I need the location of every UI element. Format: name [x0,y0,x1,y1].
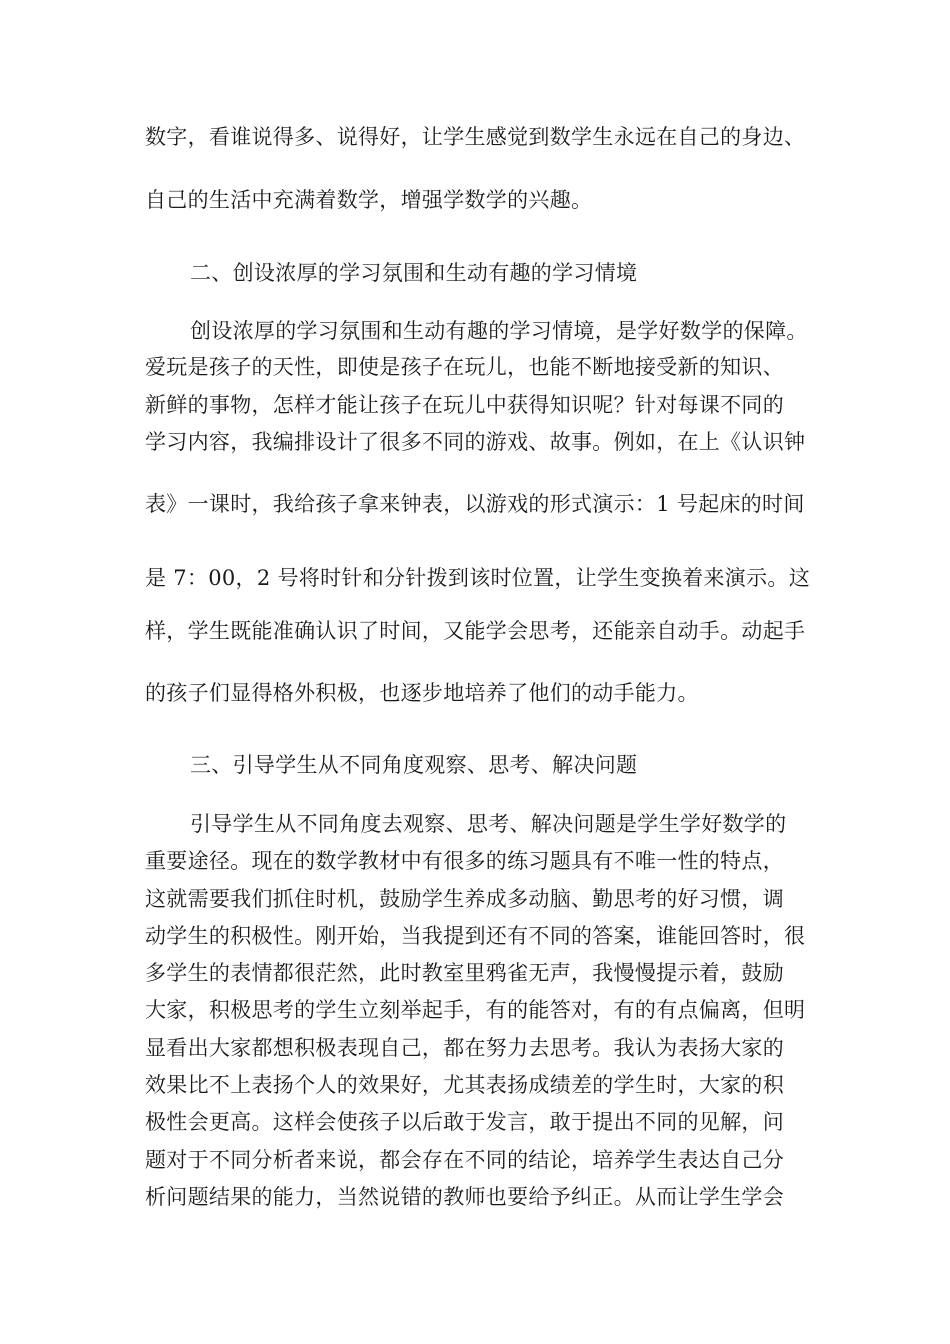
text-line: 多学生的表情都很茫然，此时教室里鸦雀无声，我慢慢提示着，鼓励 [145,961,784,985]
text-line: 这就需要我们抓住时机，鼓励学生养成多动脑、勤思考的好习惯，调 [145,887,784,911]
text-line: 显看出大家都想积极表现自己，都在努力去思考。我认为表扬大家的 [145,1036,784,1060]
text-line: 动学生的积极性。刚开始，当我提到还有不同的答案，谁能回答时，很 [145,924,806,948]
text-line: 新鲜的事物，怎样才能让孩子在玩儿中获得知识呢？针对每课不同的 [145,393,784,417]
text-line: 数字，看谁说得多、说得好，让学生感觉到数学生永远在自己的身边、 [145,125,806,149]
text-line: 析问题结果的能力，当然说错的教师也要给予纠正。从而让学生学会 [145,1185,784,1209]
text-line: 极性会更高。这样会使孩子以后敢于发言，敢于提出不同的见解，问 [145,1110,784,1134]
text-line: 学习内容，我编排设计了很多不同的游戏、故事。例如，在上《认识钟 [145,430,806,454]
text-line: 创设浓厚的学习氛围和生动有趣的学习情境，是学好数学的保障。 [190,319,808,343]
text-line: 表》一课时，我给孩子拿来钟表，以游戏的形式演示：1 号起床的时间 [145,492,805,516]
text-line: 自己的生活中充满着数学，增强学数学的兴趣。 [145,188,593,212]
text-line: 大家，积极思考的学生立刻举起手，有的能答对，有的有点偏离，但明 [145,998,806,1022]
text-line: 是 7：00，2 号将时针和分针拨到该时位置，让学生变换着来演示。这 [145,566,810,590]
text-line: 引导学生从不同角度去观察、思考、解决问题是学生学好数学的 [190,812,787,836]
text-line: 爱玩是孩子的天性，即使是孩子在玩儿，也能不断地接受新的知识、 [145,355,784,379]
text-line: 样，学生既能准确认识了时间，又能学会思考，还能亲自动手。动起手 [145,619,806,643]
text-line: 重要途径。现在的数学教材中有很多的练习题具有不唯一性的特点， [145,849,784,873]
text-line: 效果比不上表扬个人的效果好，尤其表扬成绩差的学生时，大家的积 [145,1073,784,1097]
section-heading: 二、创设浓厚的学习氛围和生动有趣的学习情境 [190,261,638,285]
text-line: 的孩子们显得格外积极，也逐步地培养了他们的动手能力。 [145,681,699,705]
text-line: 题对于不同分析者来说，都会存在不同的结论，培养学生表达自己分 [145,1148,784,1172]
section-heading: 三、引导学生从不同角度观察、思考、解决问题 [190,753,638,777]
